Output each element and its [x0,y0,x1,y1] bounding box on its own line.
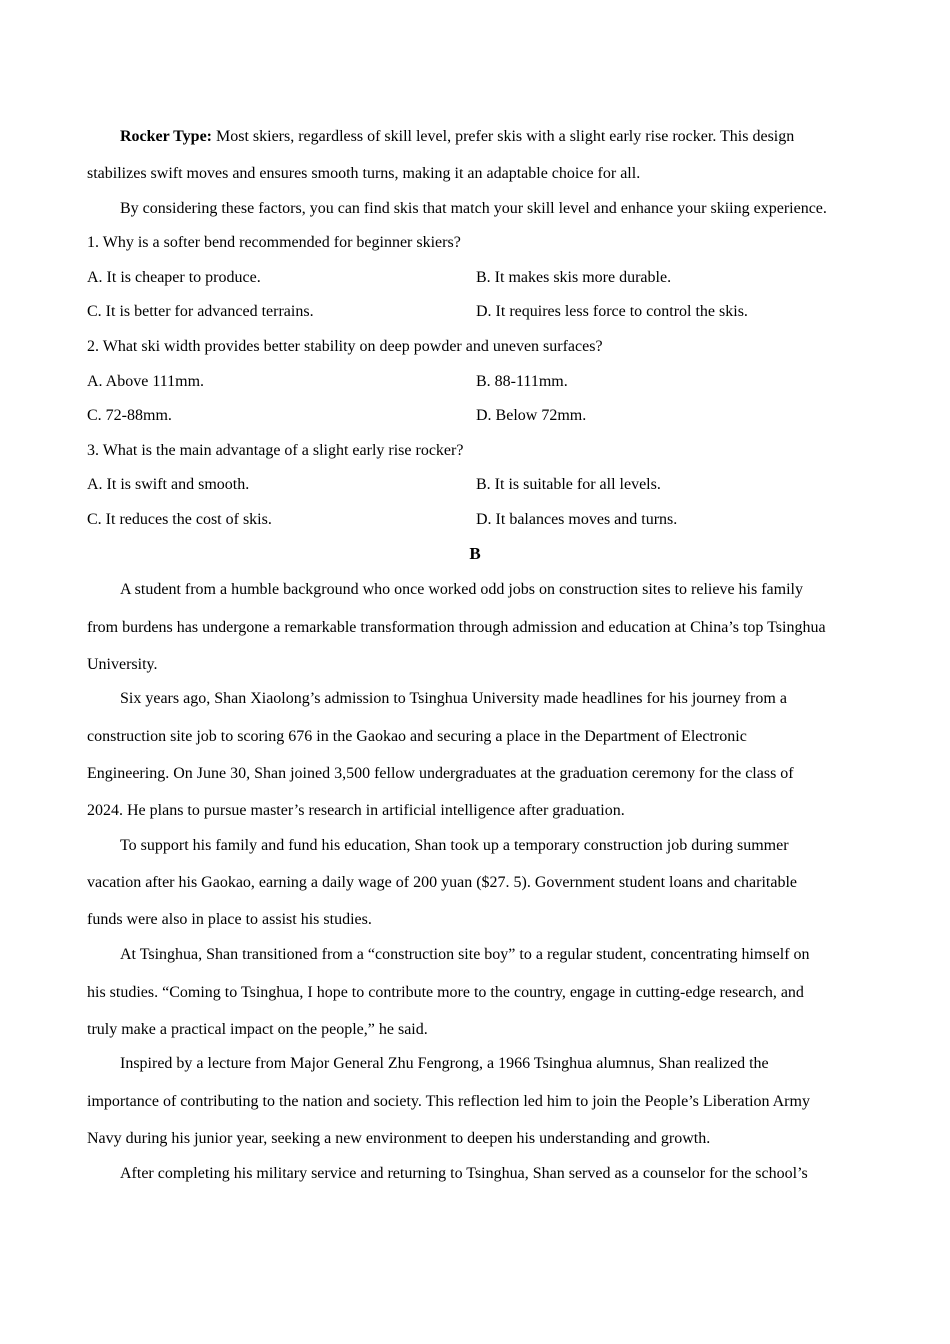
paragraph-1-line-3: University. [87,656,158,673]
question-3-option-b: B. It is suitable for all levels. [476,476,661,493]
rocker-label: Rocker Type: [120,128,212,145]
rocker-text-1: Most skiers, regardless of skill level, prefer skis with a slight early rise rocker. This design [212,128,795,145]
paragraph-1-line-2: from burdens has undergone a remarkable transformation through admission and education at China’s top Tsinghua [87,619,826,636]
question-3-option-c: C. It reduces the cost of skis. [87,511,272,528]
question-2: 2. What ski width provides better stability on deep powder and uneven surfaces? [87,338,603,355]
paragraph-3-line-3: funds were also in place to assist his studies. [87,911,372,928]
paragraph-5-line-2: importance of contributing to the nation and society. This reflection led him to join the People’s Liberation Army [87,1093,810,1110]
paragraph-2-line-3: Engineering. On June 30, Shan joined 3,500 fellow undergraduates at the graduation ceremony for the class of [87,765,794,782]
question-3-option-d: D. It balances moves and turns. [476,511,678,528]
paragraph-2-line-1: Six years ago, Shan Xiaolong’s admission to Tsinghua University made headlines for his journey from a [120,690,787,707]
question-1-option-a: A. It is cheaper to produce. [87,269,261,286]
question-1-option-b: B. It makes skis more durable. [476,269,672,286]
question-3: 3. What is the main advantage of a slight early rise rocker? [87,442,464,459]
paragraph-2-line-4: 2024. He plans to pursue master’s research in artificial intelligence after graduation. [87,802,625,819]
paragraph-4-line-3: truly make a practical impact on the people,” he said. [87,1021,428,1038]
paragraph-5-line-1: Inspired by a lecture from Major General Zhu Fengrong, a 1966 Tsinghua alumnus, Shan realized the [120,1055,769,1072]
conclusion-paragraph: By considering these factors, you can find skis that match your skill level and enhance your skiing experience. [120,200,827,217]
question-2-option-a: A. Above 111mm. [87,373,205,390]
paragraph-6-line-1: After completing his military service and returning to Tsinghua, Shan served as a counselor for the school’s [120,1165,808,1182]
paragraph-3-line-2: vacation after his Gaokao, earning a daily wage of 200 yuan ($27. 5). Government student loans and charitable [87,874,797,891]
question-1: 1. Why is a softer bend recommended for beginner skiers? [87,234,461,251]
question-1-option-c: C. It is better for advanced terrains. [87,303,314,320]
paragraph-1-line-1: A student from a humble background who once worked odd jobs on construction sites to relieve his family [120,581,803,598]
section-b-heading: B [469,544,481,563]
paragraph-4-line-2: his studies. “Coming to Tsinghua, I hope to contribute more to the country, engage in cutting-edge research, and [87,984,804,1001]
question-2-option-b: B. 88-111mm. [476,373,568,390]
paragraph-2-line-2: construction site job to scoring 676 in the Gaokao and securing a place in the Department of Electronic [87,728,747,745]
paragraph-5-line-3: Navy during his junior year, seeking a new environment to deepen his understanding and growth. [87,1130,711,1147]
question-1-option-d: D. It requires less force to control the skis. [476,303,748,320]
question-2-option-d: D. Below 72mm. [476,407,587,424]
rocker-paragraph-line-1 [120,127,794,147]
paragraph-4-line-1: At Tsinghua, Shan transitioned from a “construction site boy” to a regular student, concentrating himself on [120,946,810,963]
paragraph-3-line-1: To support his family and fund his education, Shan took up a temporary construction job during summer [120,837,789,854]
question-2-option-c: C. 72-88mm. [87,407,172,424]
question-3-option-a: A. It is swift and smooth. [87,476,250,493]
rocker-paragraph-line-2: stabilizes swift moves and ensures smooth turns, making it an adaptable choice for all. [87,165,641,182]
